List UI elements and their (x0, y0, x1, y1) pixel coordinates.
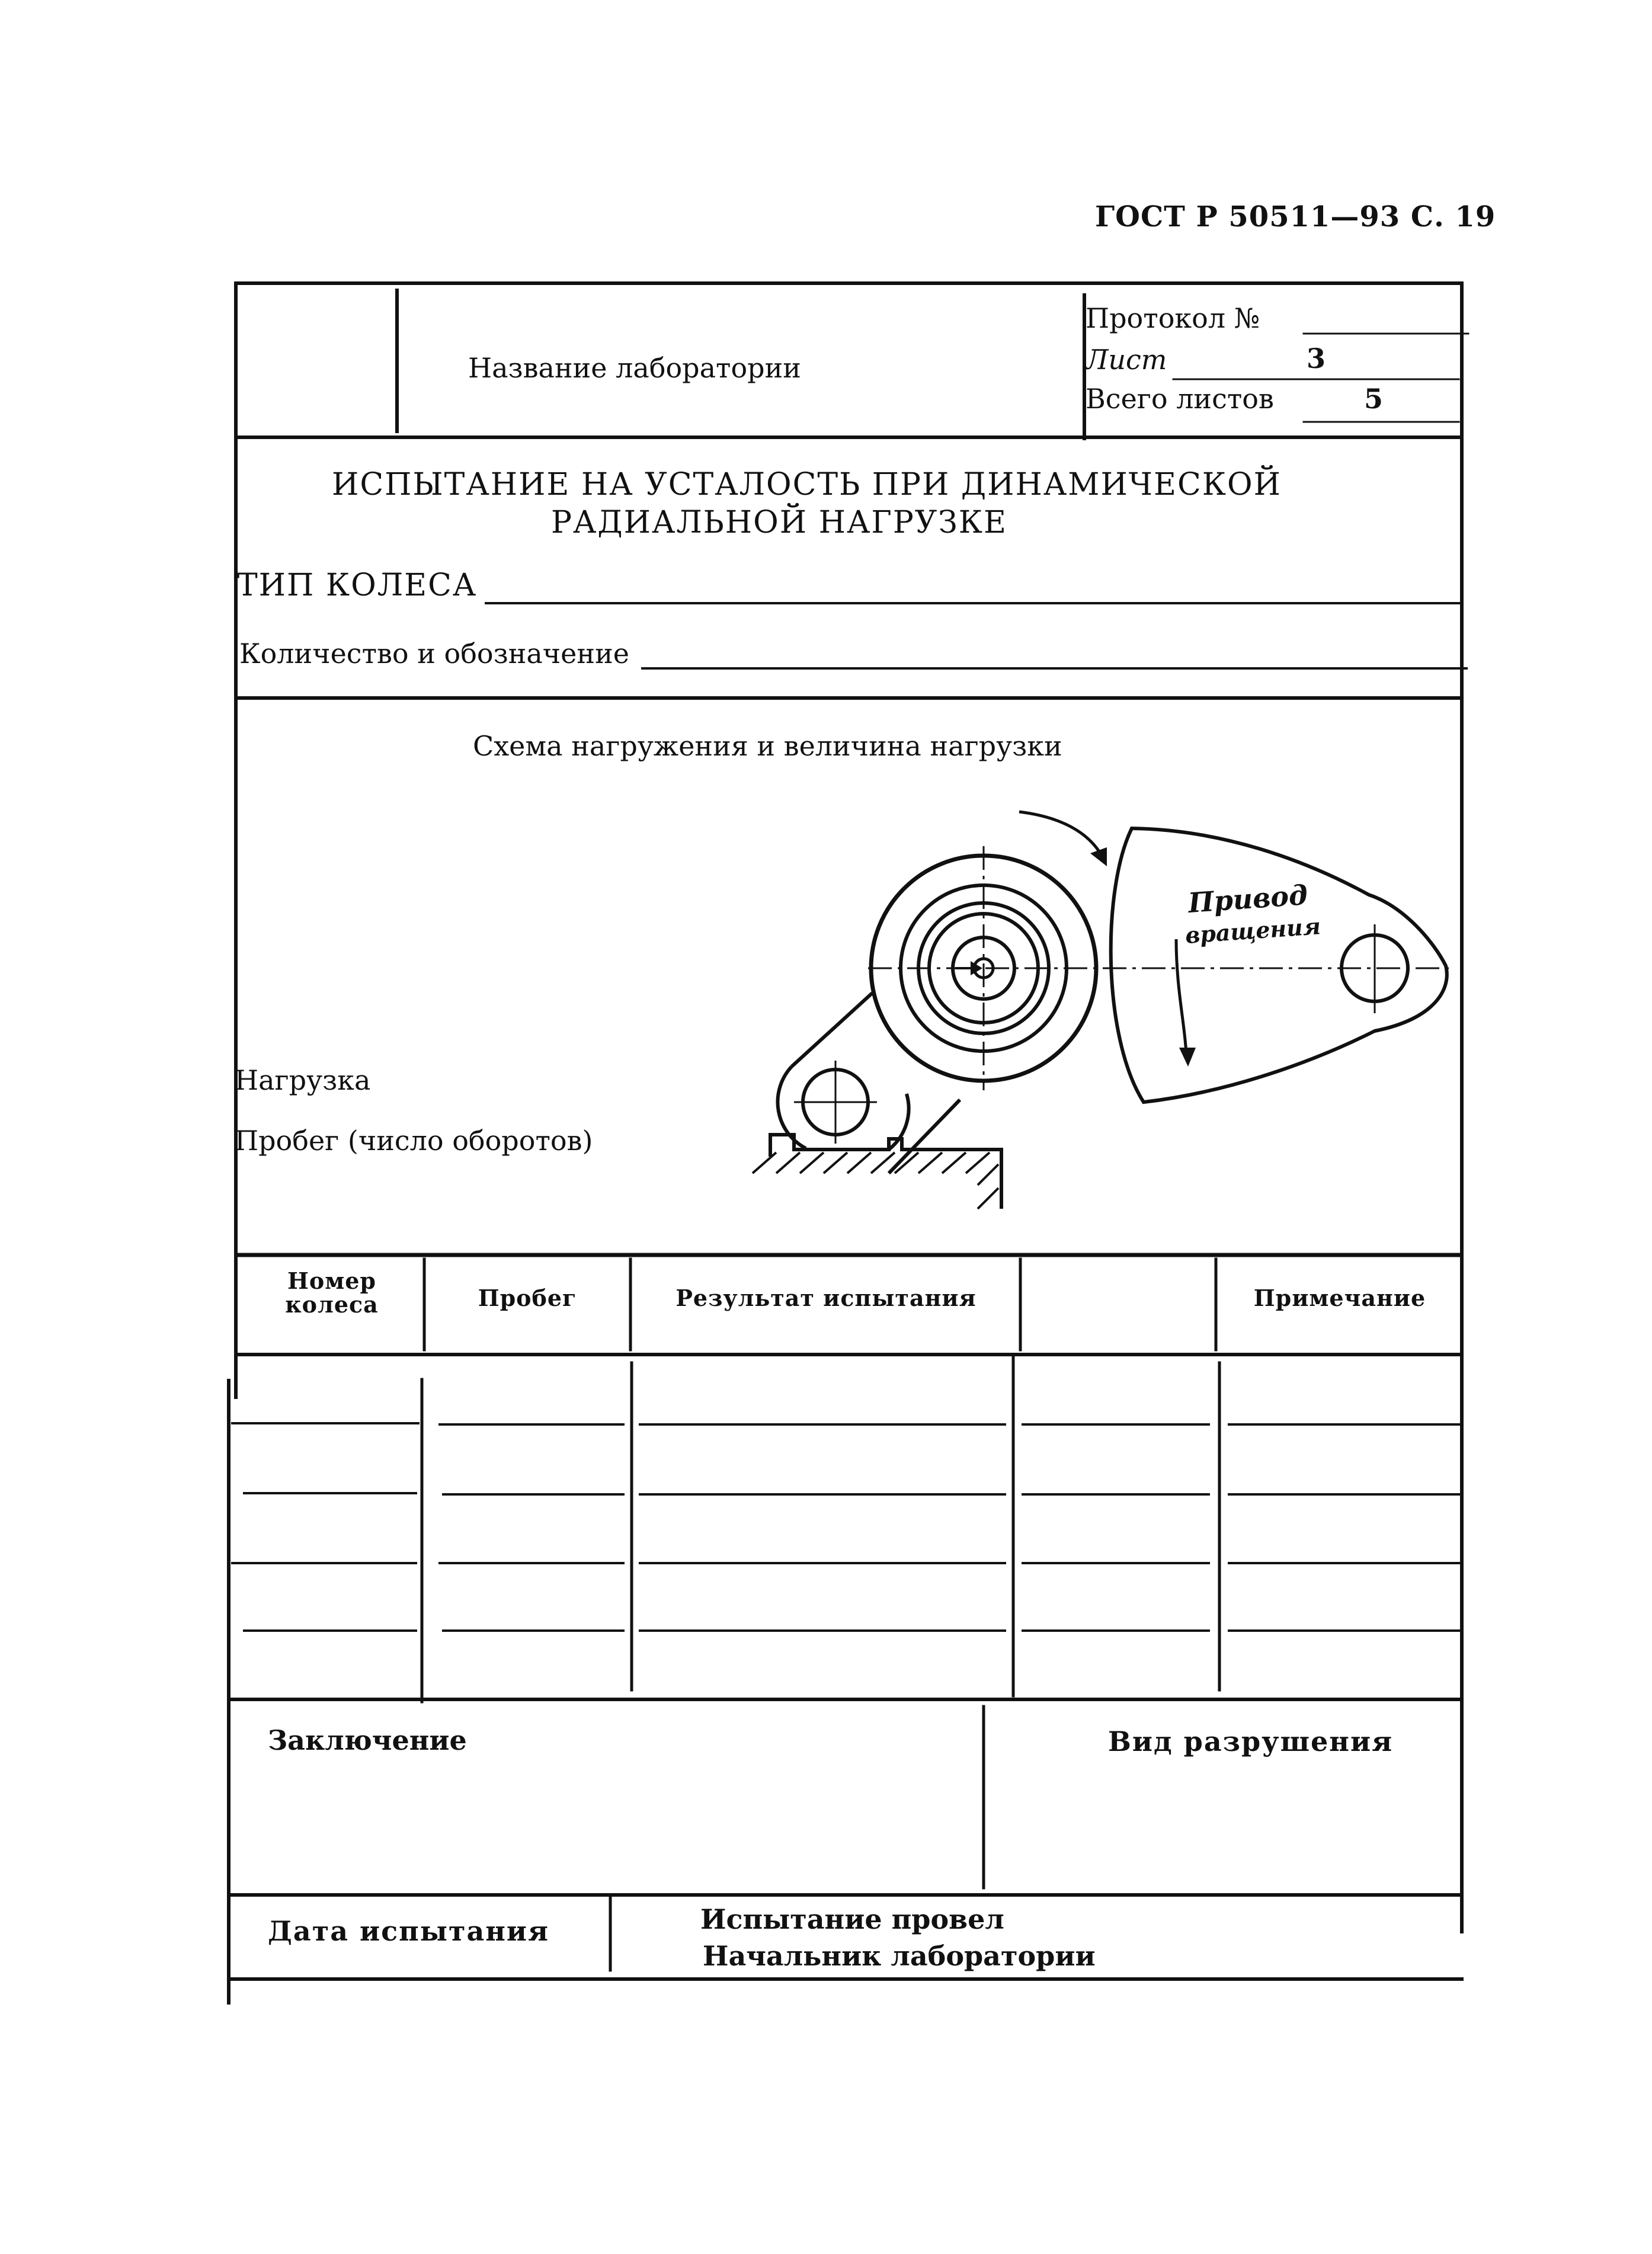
drive-label-line2: вращения (1184, 913, 1322, 949)
drive-label-line1: Привод (1187, 879, 1309, 919)
lab-head-label: Начальник лаборатории (703, 1940, 1096, 1972)
table-row[interactable] (237, 1363, 1458, 1422)
table-row[interactable] (237, 1567, 1458, 1629)
col-header-result: Результат испытания (675, 1285, 977, 1311)
page-header: ГОСТ Р 50511—93 С. 19 (1095, 200, 1496, 233)
run-label: Пробег (число оборотов) (235, 1125, 593, 1157)
test-date-label: Дата испытания (268, 1915, 550, 1947)
failure-type-label: Вид разрушения (1108, 1725, 1394, 1757)
form-title-line1: ИСПЫТАНИЕ НА УСТАЛОСТЬ ПРИ ДИНАМИЧЕСКОЙ (332, 467, 1282, 502)
col-header-run: Пробег (478, 1285, 577, 1311)
quantity-label: Количество и обозначение (239, 638, 629, 670)
total-sheets-label: Всего листов (1086, 383, 1274, 415)
wheel-type-label: ТИП КОЛЕСА (237, 568, 478, 603)
wheel-type-field[interactable] (487, 566, 1459, 601)
sheet-value[interactable]: 3 (1307, 342, 1326, 374)
scheme-title: Схема нагружения и величина нагрузки (473, 730, 1062, 762)
conclusion-label: Заключение (268, 1724, 467, 1756)
load-label: Нагрузка (235, 1064, 371, 1096)
sheet-label: Лист (1086, 344, 1167, 376)
loading-scheme-drawing (735, 794, 1458, 1232)
table-row[interactable] (237, 1498, 1458, 1562)
lab-name: Название лаборатории (468, 352, 801, 384)
col-header-note: Примечание (1253, 1285, 1426, 1311)
total-sheets-value[interactable]: 5 (1364, 383, 1384, 415)
tested-by-label: Испытание провел (700, 1903, 1004, 1935)
quantity-field[interactable] (643, 633, 1461, 667)
col-header-wheel-number (243, 1269, 421, 1318)
form-title-line2: РАДИАЛЬНОЙ НАГРУЗКЕ (551, 505, 1007, 540)
protocol-label: Протокол № (1086, 302, 1260, 334)
col-header-wheel-number-text: Номер колеса (285, 1267, 379, 1318)
table-row[interactable] (237, 1428, 1458, 1492)
